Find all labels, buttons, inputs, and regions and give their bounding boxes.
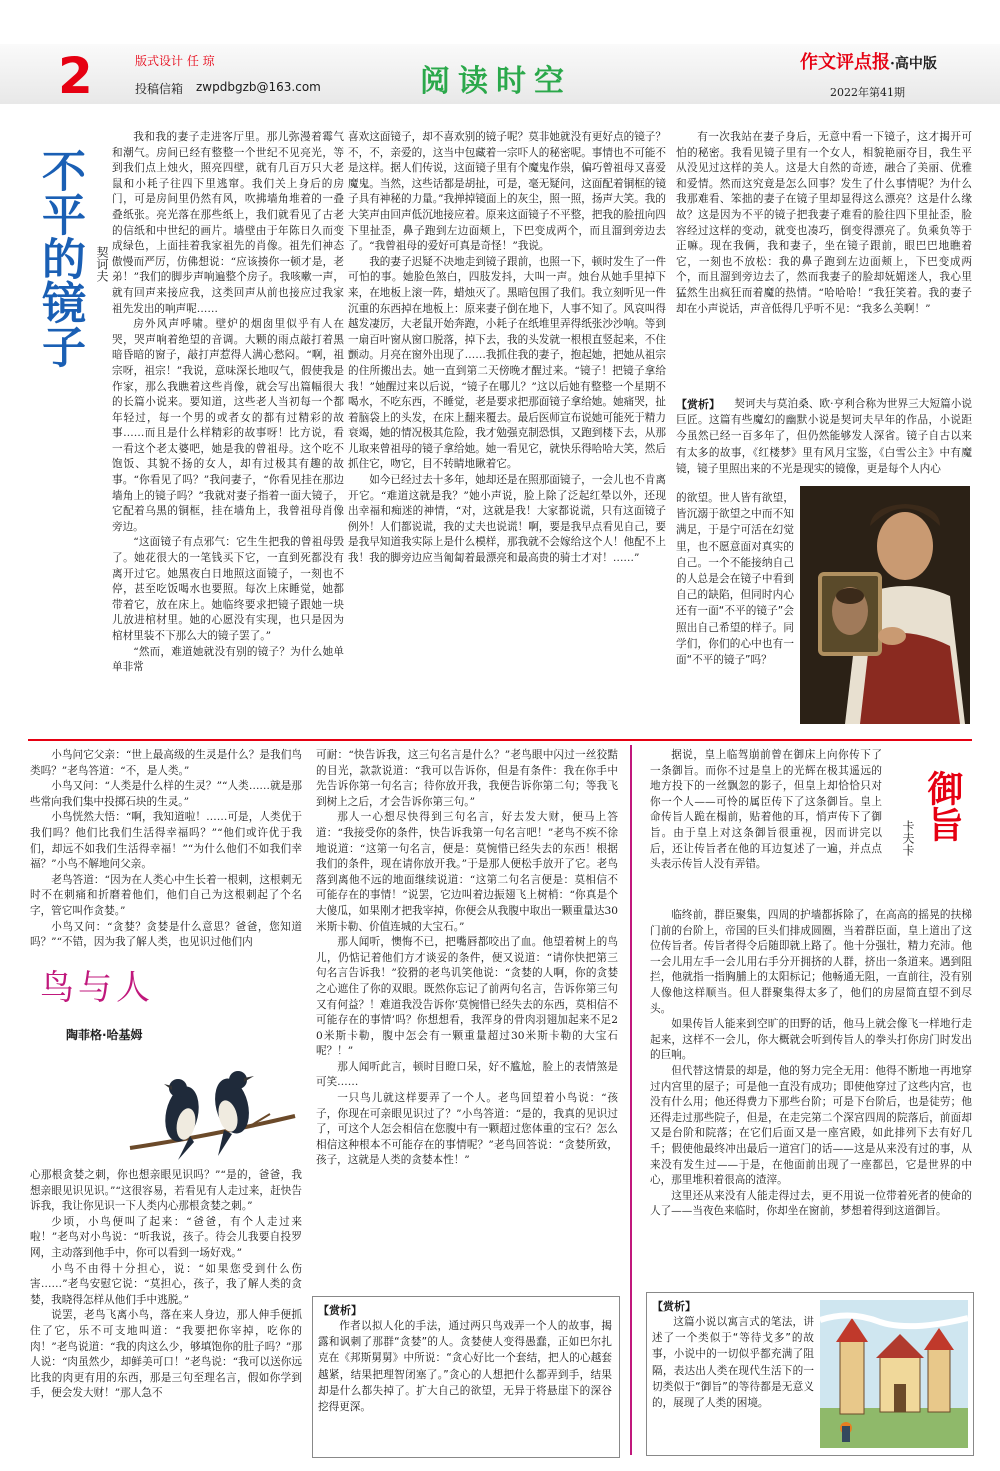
article1-comment-wrap <box>676 490 794 730</box>
paragraph: 小鸟又问：“人类是什么样的生灵？”“人类……就是那些常向我们集中投掷石块的生灵。” <box>30 780 302 808</box>
paragraph: 说罢，老鸟飞离小鸟，落在来人身边，那人伸手便抓住了它，乐不可支地叫道：“我要把你宰掉，吃你的肉！”老鸟说道：“我的肉这么少，够填饱你的肚子吗？”那人说：“肉虽然少，却鲜美可口！”老鸟说：“我可以送你远比我的肉更有用的东西，那是三句至理名言，假如你学到手，便会发大财！”那人急不 <box>30 1309 302 1400</box>
painting-woman-mirror <box>800 486 970 724</box>
castle-illustration <box>820 1300 968 1448</box>
paragraph: 如果传旨人能来到空旷的田野的话，他马上就会像飞一样地行走起来，这样不一会儿，你大概就会听到传旨人的拳头打你房门时发出的巨响。 <box>650 1018 972 1062</box>
column-divider <box>630 745 632 1455</box>
article3-top <box>650 748 882 904</box>
article1-column-1 <box>112 130 344 728</box>
article2-comment-label: 【赏析】 <box>318 1304 362 1317</box>
article2-author: 陶菲格·哈基姆 <box>66 1028 143 1042</box>
article3-body <box>650 908 972 1284</box>
painting-art <box>800 486 970 724</box>
article1-comment-label: 【赏析】 <box>676 398 720 411</box>
birds-art <box>120 1044 300 1164</box>
article2-comment <box>318 1318 612 1452</box>
section-title: 阅读时空 <box>420 64 572 99</box>
castle-art <box>820 1300 968 1448</box>
paragraph: 但代替这情景的却是，他的努力完全无用：他得不断地一再地穿过内宫里的屋子；可是他一直没有成功；即使他穿过了这些内宫，也没有什么用；他还得费力下那些台阶；可是下台阶后，也是徒劳；他还得走过那些院子，但是，在走完第二个深宫四周的院落后，前面却又是台阶和院落；在它们后面又是一座宫殿，如此排列下去有好几千；假使他最终冲出最后一道宫门的话——这是从来没有过的事，从来没有发生过——于是，在他面前出现了一座都邑，它是世界的中心，那里堆积着很高的渣滓。 <box>650 1064 972 1187</box>
issue-date: 2022年第41期 <box>830 86 905 99</box>
article1-column-3 <box>676 130 972 378</box>
article1-author: 契诃夫 <box>95 246 109 282</box>
article2-title: 鸟与人 <box>40 968 154 1008</box>
paragraph: 我和我的妻子走进客厅里。那儿弥漫着霉气和潮气。房间已经有整整一个世纪不见亮光，等到我们点上烛火，照亮四壁，就有几百万只大老鼠和小耗子往四下里逃窜。我们关上身后的房门，可是房间里仍然有风，吹拂墙角堆着的一叠叠纸张。亮光落在那些纸上，我们就看见了古老的信纸和中世纪的画片。墙壁由于年陈日久而变成绿色，上面挂着我家祖先的肖像。祖先们神态傲慢而严厉，仿佛想说：“应该揍你一顿才是，老弟！”我们的脚步声响遍整个房子。我咳嗽一声，就有回声来接应我，这类回声从前也接应过我家祖先发出的响声呢…… <box>112 131 344 315</box>
article3-comment <box>652 1314 814 1450</box>
paragraph: 房外风声呼啸。壁炉的烟囱里似乎有人在哭，哭声响着绝望的音调。大颗的雨点敲打着黑暗昏暗的窗子，敲打声惹得人满心愁闷。“啊，祖宗呀，祖宗！”我说，意味深长地叹气，假使我是作家，那么我瞧着这些肖像，就会写出篇幅很大的长篇小说来。要知道，这些老人当初每一个都年轻过，每一个男的或者女的都有过精彩的故事……而且是什么样精彩的故事呀！比方说，看一看这个老太婆吧，她是我的曾祖母。这个吃不饱饭、其貌不扬的女人，却有过极其有趣的故事。“你看见了吗？”我问妻子，“你看见挂在那边墙角上的镜子吗？”我就对妻子指着一面大镜子，它配着乌黑的铜框，挂在墙角上，我曾祖母肖像旁边。 <box>112 318 344 533</box>
paragraph: 临终前，群臣聚集，四周的护墙都拆除了，在高高的摇晃的扶梯门前的台阶上，帝国的巨头们排成圆圈，当着群臣面，皇上道出了这位传旨者。传旨者得令后随即就上路了。他十分强壮，精力充沛。他一会儿用左手一会儿用右手分开拥挤的人群，挤出一条道来。遇到阻拦，他就指一指胸脯上的太阳标记；他畅通无阻，一直前往，没有别人像他这样顺当。但人群聚集得太多了，他们的房屋简直望不到尽头。 <box>650 909 972 1015</box>
article3-title: 御旨 <box>922 770 963 842</box>
paragraph: 那人一心想尽快得到三句名言，好去发大财，便马上答道：“我接受你的条件，快告诉我第一句名言吧！”老鸟不疾不徐地说道：“这第一句名言，便是：莫惋惜已经失去的东西！根据我们的条件，现在请你放开我。”于是那人便松手放开了它。老鸟落到离他不远的地面继续说道：“这第二句名言便是：莫相信不可能存在的事情！”说罢，它边叫着边振翅飞上树梢：“你真是个大傻瓜，如果刚才把我宰掉，你便会从我腹中取出一颗重量达30米斯卡勒、价值连城的大宝石。” <box>316 811 618 933</box>
article1-comment-intro <box>676 396 972 490</box>
paragraph: 可耐：“快告诉我，这三句名言是什么？”老鸟眼中闪过一丝狡黠的目光，款款说道：“我可以告诉你，但是有条件：我在你手中先告诉你第一句名言；待你放开我，我便告诉你第二句；等我飞到树上之后，才会告诉你第三句。” <box>316 749 618 808</box>
paragraph: 小鸟问它父亲：“世上最高级的生灵是什么？是我们鸟类吗？”老鸟答道：“不，是人类。” <box>30 749 302 777</box>
paragraph: 那人闻听，懊悔不已，把嘴唇都咬出了血。他望着树上的鸟儿，仍惦记着他们方才谈妥的条件，便又说道：“请你快把第三句名言告诉我！”狡猾的老鸟讥笑他说：“贪婪的人啊，你的贪婪之心遮住了你的双眼。既然你忘记了前两句名言，告诉你第三句又有何益？！难道我没告诉你‘莫惋惜已经失去的东西，莫相信不可能存在的事情’吗？你想想看，我浑身的骨肉羽翅加起来不足20米斯卡勒，腹中怎会有一颗重量超过30米斯卡勒的大宝石呢？！” <box>316 936 618 1058</box>
article2-column-2 <box>316 748 618 1288</box>
paper-edition: ·高中版 <box>890 56 937 72</box>
page-number: 2 <box>58 47 93 105</box>
paper-name-text: 作文评点报 <box>800 52 890 73</box>
paragraph: 小鸟不由得十分担心，说：“如果您受到什么伤害……”老鸟安慰它说：“莫担心，孩子，我了解人类的贪婪，我晓得怎样从他们手中逃脱。” <box>30 1262 302 1306</box>
email-label: 投稿信箱 <box>135 82 184 96</box>
section-divider <box>28 739 972 741</box>
paragraph: 这里还从来没有人能走得过去，更不用说一位带着死者的使命的人了——当夜色来临时，你却坐在窗前，梦想着得到这道御旨。 <box>650 1189 972 1218</box>
article1-title: 不平的镜子 <box>34 148 85 368</box>
paragraph: 有一次我站在妻子身后，无意中看一下镜子，这才揭开可怕的秘密。我看见镜子里有一个女人，相貌艳丽夺目，我生平从没见过这样的美人。这是大自然的奇迹，融合了美丽、优雅和爱情。然而这究竟是怎么回事？发生了什么事情呢？为什么我那难看、笨拙的妻子在镜子里却显得这么漂亮？这是什么缘故？这是因为不平的镜子把我妻子难看的脸往四下里扯歪，脸容经过这样的变动，就变也凑巧，倒变得漂亮了。负乘负等于正嘛。现在我俩，我和妻子，坐在镜子跟前，眼巴巴地瞧着它，一刻也不放松：我的鼻子跑到左边面颊上，下巴变成两个，而且溜到旁边去了，然而我妻子的脸却妩媚迷人，我心里猛然生出疯狂而着魔的热情。“哈哈哈！”我狂笑着。我的妻子却在小声说话，声音低得几乎听不见：“我多么美啊！” <box>676 131 972 315</box>
paragraph: 喜欢这面镜子，却不喜欢别的镜子呢？莫非她就没有更好点的镜子？不，不，亲爱的，这当中包藏着一宗吓人的秘密呢。事情也不可能不是这样。据人们传说，这面镜子里有个魔鬼作祟，偏巧曾祖母又喜爱魔鬼。当然，这些话都是胡扯，可是，毫无疑问，这面配着铜框的镜子具有神秘的力量。”我掸掉镜面上的灰尘，照一照，扬声大笑。我的大笑声由回声低沉地接应着。原来这面镜子不平整，把我的脸扭向四下里扯歪，鼻子跑到左边面颊上，下巴变成两个，而且溜到旁边去了。“我曾祖母的爱好可真是奇怪！”我说。 <box>348 131 666 253</box>
article2-column-1-top <box>30 748 302 966</box>
paragraph: “这面镜子有点邪气：它生生把我的曾祖母毁了。她花很大的一笔钱买下它，一直到死都没有离开过它。她黑夜白日地照这面镜子，一刻也不停，甚至吃饭喝水也要照。每次上床睡觉，她都带着它，放在床上。她临终要求把镜子跟她一块儿放进棺材里。她的心愿没有实现，也只是因为棺材里装不下那么大的镜子罢了。” <box>112 536 344 642</box>
comment-text: 契诃夫与莫泊桑、欧·亨利合称为世界三大短篇小说巨匠。这篇有些魔幻的幽默小说是契诃夫早年的作品，小说距今虽然已经一百多年了，但仍然能够发人深省。镜子自古以来有太多的故事，《红楼梦》里有风月宝鉴，《白雪公主》中有魔镜，镜子里照出来的不光是现实的镜像，更是每个人内心 <box>676 398 972 475</box>
designer-credit: 版式设计 任 琼 <box>135 54 215 68</box>
paragraph: 那人闻听此言，顿时目瞪口呆，好不尴尬，脸上的表情煞是可笑…… <box>316 1060 618 1089</box>
paragraph: 心那根贪婪之刺，你也想亲眼见识吗？”“是的，爸爸，我想亲眼见识见识。”“这很容易，若看见有人走过来，赶快告诉我，我让你见识一下人类内心那根贪婪之刺。” <box>30 1169 302 1213</box>
comment-text: 作者以拟人化的手法，通过两只鸟戏弄一个人的故事，揭露和讽刺了那群“贪婪”的人。贪婪使人变得愚蠢，正如巴尔扎克在《邦斯舅舅》中所说：“贪心好比一个套结，把人的心越套越紧，结果把理智闭塞了。”贪心的人想把什么都弄到手，结果却是什么都失掉了。扩大自己的欲望，无异于将悬崖下的深谷挖得更深。 <box>318 1320 612 1414</box>
paragraph: 我的妻子迟疑不决地走到镜子跟前，也照一下，顿时发生了一件可怕的事。她脸色煞白，四肢发抖，大叫一声。烛台从她手里掉下来，在地板上滚一阵，蜡烛灭了。黑暗包围了我们。我立刻听见一件沉重的东西掉在地板上：原来妻子倒在地下，人事不知了。风哀叫得越发凄厉，大老鼠开始奔跑，小耗子在纸堆里弄得纸张沙沙响。等到一扇百叶窗从窗口脱落，掉下去，我的头发就一根根直竖起来，不住颤动。月亮在窗外出现了……我抓住我的妻子，抱起她，把她从祖宗的住所搬出去。她一直到第二天傍晚才醒过来。“镜子！把镜子拿给我！”她醒过来以后说，“镜子在哪儿？”这以后她有整整一个星期不喝水，不吃东西，不睡觉，老是要求把那面镜子拿给她。她痛哭，扯着脑袋上的头发，在床上翻来覆去。最后医师宣布说她可能死于精力衰竭，她的情况极其危险，我才勉强克制恐惧，又跑到楼下去，从那儿取来曾祖母的镜子拿给她。她一看见它，就快乐得哈哈大笑，然后抓住它，吻它，目不转睛地瞅着它。 <box>348 255 666 471</box>
comment-text: 这篇小说以寓言式的笔法，讲述了一个类似于“等待戈多”的故事，小说中的一切似乎都充满了阻隔，表达出人类在现代生活下的一切类似于“御旨”的等待都是无意义的，展现了人类的困境。 <box>652 1316 814 1410</box>
comment-text: 的欲望。世人皆有欲望，皆沉溺于欲望之中而不知满足，于是宁可活在幻觉里，也不愿意面对真实的自己。一个不能接纳自己的人总是会在镜子中看到自己的缺陷，但同时内心还有一面“不平的镜子”会照出自己希望的样子。同学们，你们的心中也有一面“不平的镜子”吗？ <box>676 492 794 667</box>
paragraph: 如今已经过去十多年，她却还是在照那面镜子，一会儿也不肯离开它。“难道这就是我？”她小声说，脸上除了泛起红晕以外，还现出幸福和痴迷的神情，“对，这就是我！大家都说谎，只有这面镜子例外！人们都说谎，我的丈夫也说谎！啊，要是我早点看见自己，要是我早知道我实际上是什么模样，那我就不会嫁给这个人！他配不上我！我的脚旁边应当匍匐着最漂亮和最高贵的骑士才对！……” <box>348 474 666 565</box>
paragraph: 小鸟又问：“贪婪？贪婪是什么意思？爸爸，您知道吗？”“不错，因为我了解人类，也见识过他们内 <box>30 920 302 949</box>
birds-illustration <box>120 1044 300 1164</box>
paragraph: “然而，难道她就没有别的镜子？为什么她单单非常 <box>112 645 344 674</box>
spacer <box>30 400 110 401</box>
paragraph: 一只鸟儿就这样要弄了一个人。老鸟回望着小鸟说：“孩子，你现在可亲眼见识过了？”小鸟答道：“是的，我真的见识过了，可这个人怎会相信在您腹中有一颗超过您体重的宝石？怎么相信这种根本不可能存在的事情呢？”老鸟回答说：“贪婪所致，孩子，这就是人类的贪婪本性！” <box>316 1092 618 1167</box>
paragraph: 老鸟答道：“因为在人类心中生长着一根刺，这根刺无时不在刺痛和折磨着他们，他们自己为这根刺起了个名字，管它叫作贪婪。” <box>30 873 302 917</box>
article1-column-2 <box>348 130 666 728</box>
article3-author: 卡夫卡 <box>901 820 915 856</box>
paragraph: 少顷，小鸟便叫了起来：“爸爸，有个人走过来啦！”老鸟对小鸟说：“听我说，孩子。待会儿我要自投罗网，主动落到他手中，你可以看到一场好戏。” <box>30 1215 302 1259</box>
paragraph: 小鸟恍然大悟：“啊，我知道啦！……可是，人类优于我们吗？他们比我们生活得幸福吗？”“他们或许优于我们，却远不如我们生活得幸福！”“为什么他们不如我们幸福？”小鸟不解地问父亲。 <box>30 811 302 871</box>
article3-comment-label: 【赏析】 <box>652 1300 696 1313</box>
paper-name <box>800 48 937 74</box>
email-address[interactable]: zwpdbgzb@163.com <box>196 80 321 94</box>
article2-column-1-bottom <box>30 1168 302 1458</box>
paragraph: 据说，皇上临驾崩前曾在御床上向你传下了一条御旨。而你不过是皇上的光辉在极其遥远的地方投下的一丝飘忽的影子，但皇上却恰恰只对你一个人——可怜的属臣传下了这条御旨。皇上命传旨人跪在榻前，贴着他的耳，悄声传下了御旨。由于皇上对这条御旨很重视，因而讲完以后，还让传旨者在他的耳边复述了一遍，并点点头表示传旨人没有弄错。 <box>650 749 882 871</box>
